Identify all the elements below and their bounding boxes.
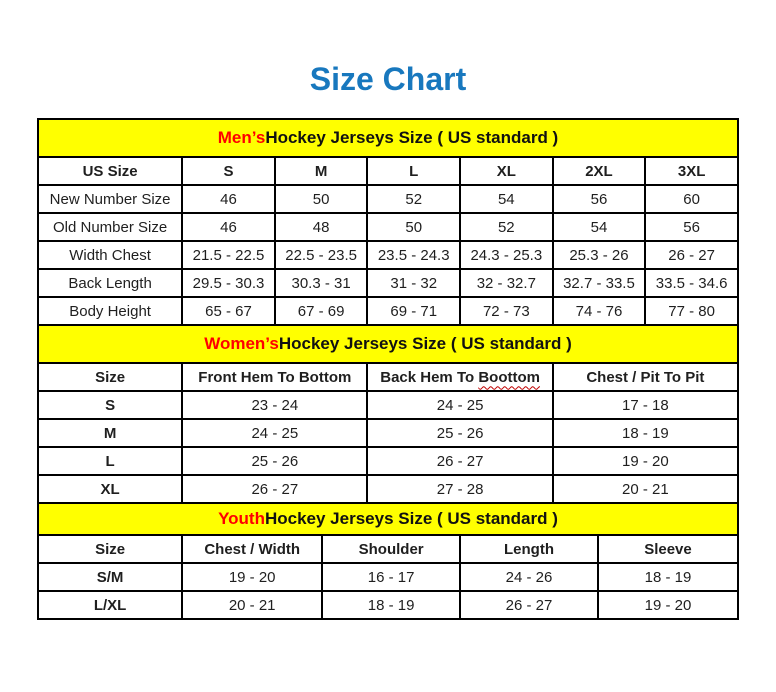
size-cell: 30.3 - 31 [275,269,368,297]
table-row [38,419,738,447]
row-label: M [38,419,182,447]
size-cell: 23.5 - 24.3 [367,241,460,269]
column-header: Chest / Pit To Pit [553,363,738,391]
size-cell: 17 - 18 [553,391,738,419]
header-row [38,363,738,391]
table-row [38,563,738,591]
size-cell: 18 - 19 [598,563,738,591]
size-cell: 24 - 26 [460,563,598,591]
mens-size-table [37,156,739,326]
womens-size-table [37,362,739,504]
table-row [38,391,738,419]
size-cell: 20 - 21 [553,475,738,503]
size-cell: 24 - 25 [182,419,367,447]
table-row [38,269,738,297]
size-cell: 46 [182,185,275,213]
header-row [38,535,738,563]
size-cell: 60 [645,185,738,213]
column-header: US Size [38,157,182,185]
size-cell: 54 [460,185,553,213]
row-label: Back Length [38,269,182,297]
column-header: XL [460,157,553,185]
youth-banner-highlight: Youth [218,509,265,528]
column-header: Size [38,363,182,391]
size-cell: 74 - 76 [553,297,646,325]
size-cell: 27 - 28 [367,475,552,503]
size-cell: 22.5 - 23.5 [275,241,368,269]
size-cell: 24.3 - 25.3 [460,241,553,269]
size-cell: 18 - 19 [322,591,460,619]
column-header: Front Hem To Bottom [182,363,367,391]
row-label: S/M [38,563,182,591]
size-cell: 46 [182,213,275,241]
size-cell: 19 - 20 [598,591,738,619]
size-cell: 48 [275,213,368,241]
size-cell: 25 - 26 [182,447,367,475]
size-cell: 67 - 69 [275,297,368,325]
table-row [38,213,738,241]
column-header: L [367,157,460,185]
womens-banner-highlight: Women’s [204,334,279,353]
size-cell: 20 - 21 [182,591,322,619]
size-cell: 56 [645,213,738,241]
mens-banner-highlight: Men’s [217,128,266,147]
size-cell: 21.5 - 22.5 [182,241,275,269]
table-row [38,591,738,619]
table-row [38,447,738,475]
row-label: L [38,447,182,475]
size-cell: 16 - 17 [322,563,460,591]
row-label: Old Number Size [38,213,182,241]
size-cell: 52 [367,185,460,213]
size-cell: 25 - 26 [367,419,552,447]
column-header: Size [38,535,182,563]
size-cell: 29.5 - 30.3 [182,269,275,297]
mens-table-banner [37,118,739,158]
size-cell: 50 [275,185,368,213]
size-cell: 56 [553,185,646,213]
column-header: Sleeve [598,535,738,563]
size-cell: 50 [367,213,460,241]
column-header: 3XL [645,157,738,185]
column-header: Length [460,535,598,563]
table-row [38,185,738,213]
row-label: New Number Size [38,185,182,213]
size-cell: 54 [553,213,646,241]
size-cell: 26 - 27 [367,447,552,475]
youth-table-banner [37,502,739,536]
size-cell: 19 - 20 [182,563,322,591]
size-cell: 32.7 - 33.5 [553,269,646,297]
size-cell: 26 - 27 [645,241,738,269]
size-cell: 19 - 20 [553,447,738,475]
row-label: S [38,391,182,419]
column-header: 2XL [553,157,646,185]
column-header: Chest / Width [182,535,322,563]
youth-size-table [37,534,739,620]
size-cell: 31 - 32 [367,269,460,297]
row-label: L/XL [38,591,182,619]
youth-banner-text: Hockey Jerseys Size ( US standard ) [264,509,558,528]
column-header: Back Hem To Boottom [367,363,552,391]
size-cell: 32 - 32.7 [460,269,553,297]
size-cell: 33.5 - 34.6 [645,269,738,297]
mens-banner-text: Hockey Jerseys Size ( US standard ) [265,128,559,147]
page-title: Size Chart [309,61,467,97]
header-row [38,157,738,185]
size-cell: 65 - 67 [182,297,275,325]
row-label: XL [38,475,182,503]
table-row [38,475,738,503]
womens-table-banner [37,324,739,364]
size-cell: 69 - 71 [367,297,460,325]
size-tables [37,118,739,620]
table-row [38,297,738,325]
size-cell: 24 - 25 [367,391,552,419]
womens-banner-text: Hockey Jerseys Size ( US standard ) [278,334,572,353]
table-row [38,241,738,269]
size-cell: 26 - 27 [182,475,367,503]
size-cell: 26 - 27 [460,591,598,619]
misspelled-word: Boottom [478,368,540,386]
column-header: M [275,157,368,185]
size-cell: 77 - 80 [645,297,738,325]
column-header: Shoulder [322,535,460,563]
size-cell: 23 - 24 [182,391,367,419]
size-cell: 25.3 - 26 [553,241,646,269]
column-header: S [182,157,275,185]
size-cell: 52 [460,213,553,241]
row-label: Width Chest [38,241,182,269]
row-label: Body Height [38,297,182,325]
size-cell: 18 - 19 [553,419,738,447]
size-cell: 72 - 73 [460,297,553,325]
